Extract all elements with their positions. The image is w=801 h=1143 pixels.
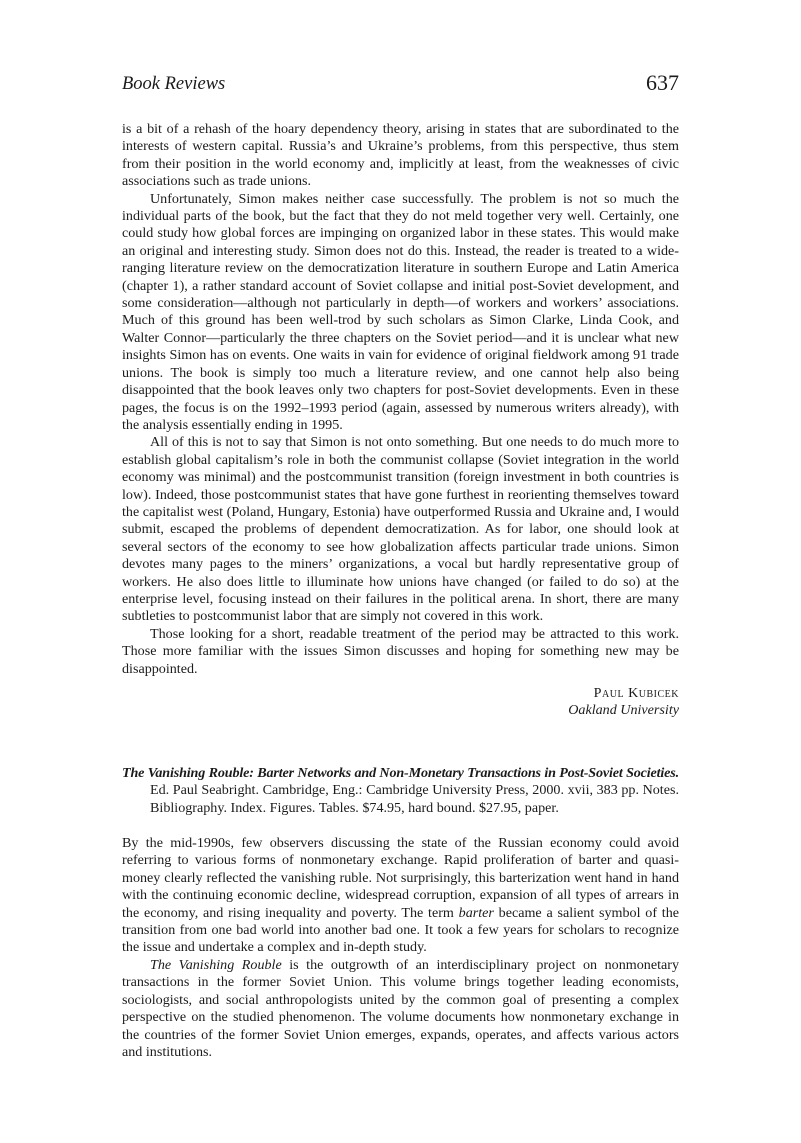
reviewer-name: Paul Kubicek (593, 685, 679, 701)
review1-paragraph-3: All of this is not to say that Simon is not onto something. But one needs to do much more to establish global capitalism’s role in both the communist collapse (Soviet integration in the world economy was minimal) and the postcommunist transition (foreign investment in both countries is low). Indeed, those postcommunist states that have gone furthest in reorienting themselves toward the capitalist west (Poland, Hungary, Estonia) have outperformed Russia and Ukraine and, I would submit, escaped the problems of dependent democratization. As for labor, one should look at several sectors of the economy to see how globalization affects particular trade unions. Simon devotes many pages to the miners’ organizations, a vocal but hardly representative group of workers. He also does little to illuminate how unions have changed (or failed to do so) at the enterprise level, focusing instead on their failures in the political arena. In short, there are many subtleties to postcommunist labor that are simply not covered in this work. (122, 434, 679, 625)
review1-paragraph-4: Those looking for a short, readable treatment of the period may be attracted to this work. Those more familiar with the issues Simon discusses and hoping for something new may be disappointed. (122, 625, 679, 677)
book-details: Ed. Paul Seabright. Cambridge, Eng.: Cambridge University Press, 2000. xvii, 383 pp. Notes. Bibliography. Index. Figures. Tables. $74.95, hard bound. $27.95, paper. (150, 782, 679, 816)
review-vanishing-rouble (122, 835, 679, 1061)
review2-p1-term: barter (458, 904, 494, 921)
review2-paragraph-1 (122, 835, 679, 957)
review2-paragraph-2 (122, 957, 679, 1061)
running-head: Book Reviews (122, 74, 226, 94)
review-kubicek (122, 121, 679, 720)
page-number: 637 (646, 70, 679, 95)
review1-paragraph-1: is a bit of a rehash of the hoary dependency theory, arising in states that are subordinated to the interests of western capital. Russia’s and Ukraine’s problems, from this perspective, thus stem from their position in the world economy and, implicitly at least, from the weaknesses of civic associations such as trade unions. (122, 121, 679, 190)
review1-paragraph-2: Unfortunately, Simon makes neither case successfully. The problem is not so much the individual parts of the book, but the fact that they do not meld together very well. Certainly, one could study how global forces are impinging on organized labor in these states. This would make an original and interesting study. Simon does not do this. Instead, the reader is treated to a wide-ranging literature review on the democratization literature in southern Europe and Latin America (chapter 1), a rather standard account of Soviet collapse and initial post-Soviet development, and some consideration—although not particularly in depth—of workers and workers’ associations. Much of this ground has been well-trod by such scholars as Simon Clarke, Linda Cook, and Walter Connor—particularly the three chapters on the Soviet period—and it is unclear what new insights Simon has on events. One waits in vain for evidence of original fieldwork among 91 trade unions. The book is simply too much a literature review, and one cannot help also being disappointed that the book leaves only two chapters for post-Soviet developments. Even in these pages, the focus is on the 1992–1993 period (again, assessed by numerous writers already), with the analysis essentially ending in 1995. (122, 190, 679, 433)
book-citation (122, 765, 679, 817)
review2-p2-book-title: The Vanishing Rouble (150, 956, 282, 973)
book-title: The Vanishing Rouble: Barter Networks and Non-Monetary Transactions in Post-Soviet Societies. (122, 764, 679, 781)
reviewer-signature (122, 685, 679, 720)
review2-p2-text: is the outgrowth of an interdisciplinary project on nonmonetary transactions in the former Soviet Union. This volume brings together leading economists, sociologists, and social anthropologists united by the common goal of presenting a complex perspective on the studied phenomenon. The volume documents how nonmonetary exchange in the countries of the former Soviet Union emerges, expands, operates, and affects various actors and institutions. (122, 956, 679, 1060)
page-header (122, 70, 679, 100)
review2-p1-text-b: became a salient symbol of the transition from one bad world into another bad one. It took a few years for scholars to recognize the issue and undertake a complex and in-depth study. (122, 904, 679, 956)
reviewer-affiliation: Oakland University (568, 702, 679, 719)
page-body (122, 121, 679, 1061)
review2-p1-text-a: By the mid-1990s, few observers discussing the state of the Russian economy could avoid referring to various forms of nonmonetary exchange. Rapid proliferation of barter and quasi-money clearly reflected the vanishing ruble. Not surprisingly, this barterization went hand in hand with the continuing economic decline, widespread corruption, expansion of all types of arrears in the economy, and rising inequality and poverty. The term (122, 835, 679, 921)
